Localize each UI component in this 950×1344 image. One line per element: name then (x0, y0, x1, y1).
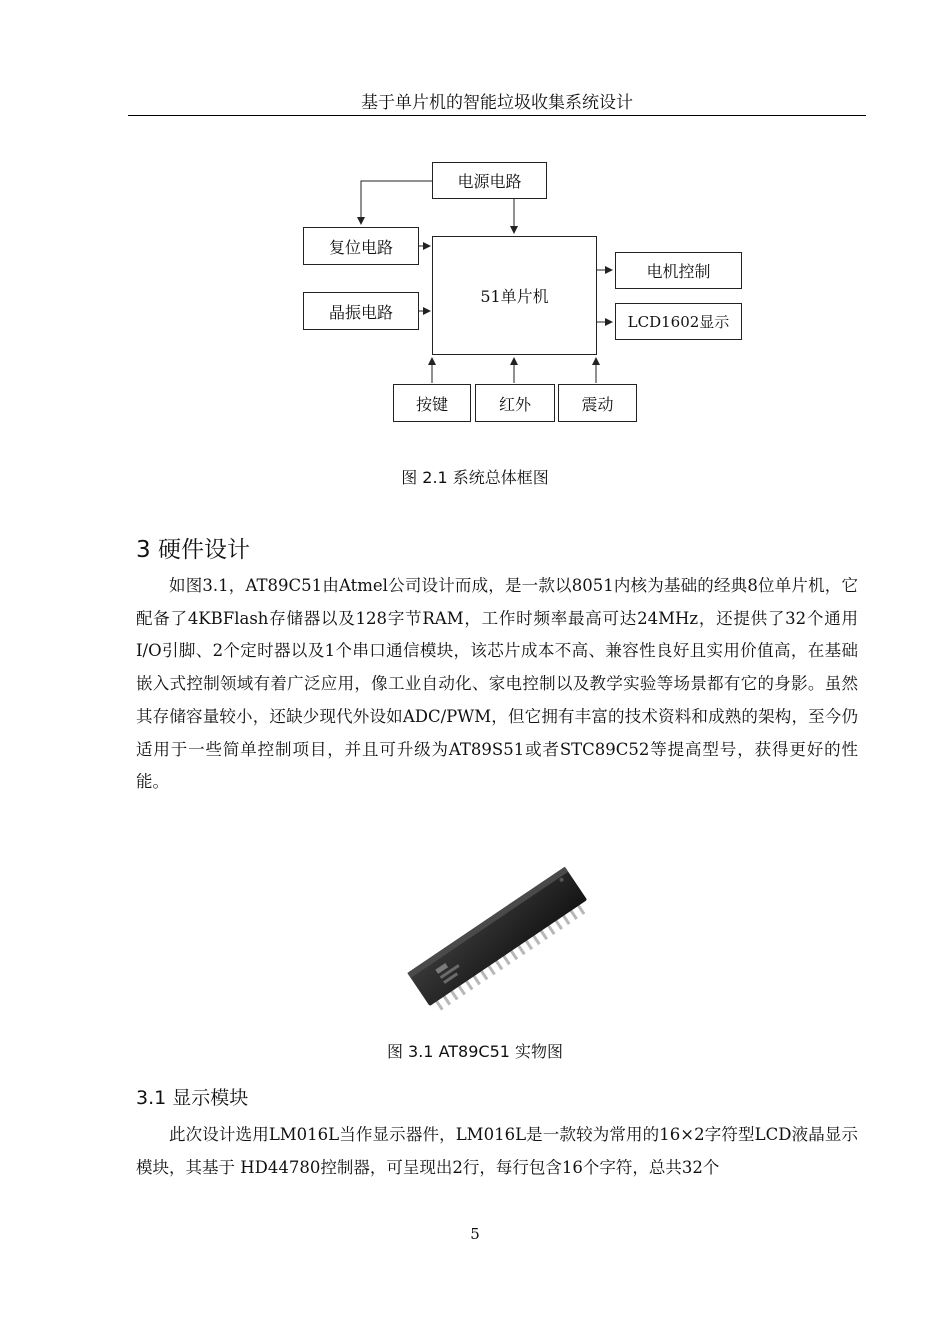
node-infrared: 红外 (475, 384, 555, 422)
page-number: 5 (470, 1225, 480, 1243)
figure-3-1-caption: 图 3.1 AT89C51 实物图 (386, 1042, 564, 1061)
node-crystal-circuit: 晶振电路 (303, 292, 419, 330)
section-3-heading: 3 硬件设计 (136, 537, 250, 563)
node-key: 按键 (393, 384, 471, 422)
node-power-circuit: 电源电路 (432, 162, 547, 199)
section-3-1-paragraph: 此次设计选用LM016L当作显示器件，LM016L是一款较为常用的16×2字符型LCD液晶显示模块，其基于 HD44780控制器，可呈现出2行，每行包含16个字符，总共32个 (136, 1125, 858, 1177)
arrow-power-to-reset (361, 181, 432, 224)
node-lcd-display: LCD1602显示 (615, 303, 742, 340)
node-mcu: 51单片机 (432, 236, 597, 355)
figure-2-1-caption: 图 2.1 系统总体框图 (401, 468, 549, 487)
section-3-1-heading: 3.1 显示模块 (136, 1087, 249, 1109)
section-3-paragraph: 如图3.1，AT89C51由Atmel公司设计而成，是一款以8051内核为基础的经典8位单片机，它配备了4KBFlash存储器以及128字节RAM，工作时频率最高可达24MHz，还提供了32个通用I/O引脚、2个定时器以及1个串口通信模块，该芯片成本不高、兼容性良好且实用价值高，在基础嵌入式控制领域有着广泛应用，像工业自动化、家电控制以及教学实验等场景都有它的身影。虽然其存储容量较小，还缺少现代外设如ADC/PWM，但它拥有丰富的技术资料和成熟的架构，至今仍适用于一些简单控制项目，并且可升级为AT89S51或者STC89C52等提高型号，获得更好的性能。 (136, 576, 858, 792)
node-motor-control: 电机控制 (615, 252, 742, 289)
at89c51-chip-image (395, 836, 615, 1024)
system-block-diagram (0, 0, 950, 440)
node-vibration: 震动 (558, 384, 637, 422)
node-reset-circuit: 复位电路 (303, 227, 419, 265)
page-header: 基于单片机的智能垃圾收集系统设计 (361, 93, 633, 113)
